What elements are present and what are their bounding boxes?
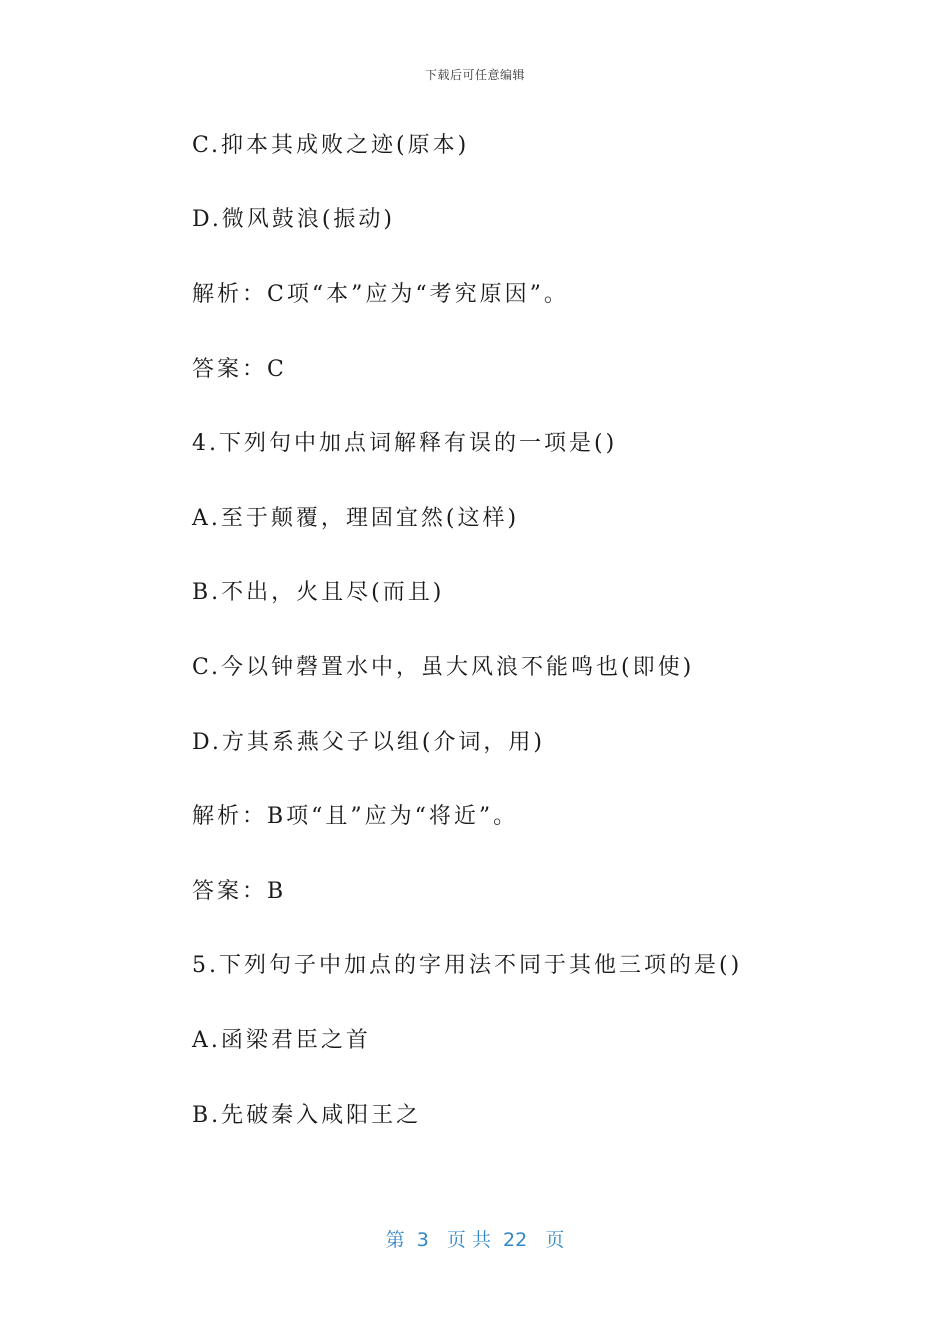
question-5-option-b: B.先破秦入咸阳王之 <box>192 1103 422 1128</box>
question-5-option-a: A.函梁君臣之首 <box>192 1028 371 1053</box>
analysis-line: 解析：C项“本”应为“考究原因”。 <box>192 282 569 307</box>
option-d-line: D.微风鼓浪(振动) <box>192 207 396 232</box>
header-note: 下载后可任意编辑 <box>424 68 525 82</box>
page-number-footer: 第 3 页 共 22 页 <box>385 1229 565 1251</box>
answer-line: 答案：C <box>192 357 287 382</box>
question-4-option-a: A.至于颠覆，理固宜然(这样) <box>192 506 520 531</box>
question-4-option-c: C.今以钟磬置水中，虽大风浪不能鸣也(即使) <box>192 655 695 680</box>
question-4-answer: 答案：B <box>192 879 287 904</box>
question-4: 4.下列句中加点词解释有误的一项是() <box>192 431 618 456</box>
question-4-option-b: B.不出，火且尽(而且) <box>192 580 445 605</box>
question-4-option-d: D.方其系燕父子以组(介词，用) <box>192 730 546 755</box>
question-5: 5.下列句子中加点的字用法不同于其他三项的是() <box>192 953 743 978</box>
question-4-analysis: 解析：B项“且”应为“将近”。 <box>192 804 519 829</box>
option-c-line: C.抑本其成败之迹(原本) <box>192 133 470 158</box>
